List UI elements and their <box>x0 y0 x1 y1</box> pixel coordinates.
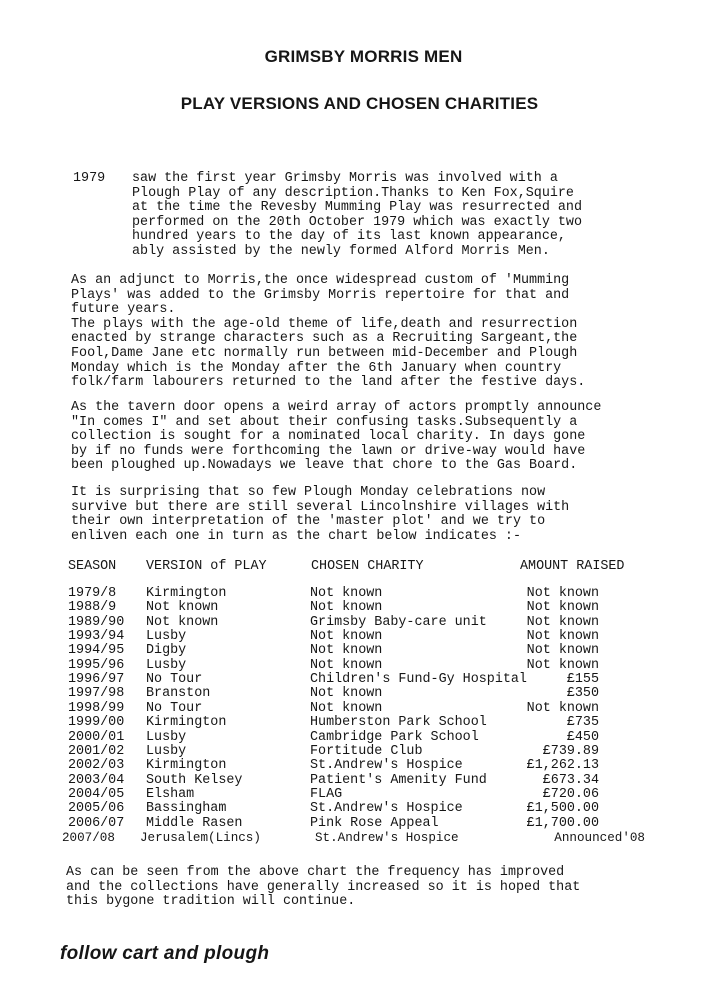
cell-charity: Grimsby Baby-care unit <box>310 614 487 630</box>
cell-amount: Not known <box>526 600 599 616</box>
cell-amount: £155 <box>566 672 599 688</box>
cell-charity: Not known <box>310 686 383 702</box>
text-line: ably assisted by the newly formed Alford Morris Men. <box>132 243 550 259</box>
cell-season: 1999/00 <box>68 715 125 731</box>
cell-season: 2005/06 <box>68 801 125 817</box>
cell-amount: £1,500.00 <box>526 801 599 817</box>
cell-version: Lusby <box>146 743 187 759</box>
cell-version: Bassingham <box>146 801 227 817</box>
cell-amount: Not known <box>526 629 599 645</box>
cell-version: Kirmington <box>146 586 227 601</box>
text-line: enliven each one in turn as the chart below indicates :- <box>71 528 521 544</box>
text-line: performed on the 20th October 1979 which was exactly two <box>132 214 582 230</box>
cell-version: Elsham <box>146 786 195 802</box>
table-row <box>0 759 707 773</box>
text-line: It is surprising that so few Plough Monday celebrations now <box>71 485 546 500</box>
table-row <box>0 731 707 745</box>
table-row <box>0 716 707 730</box>
cell-version: Not known <box>146 600 219 616</box>
mumming-plays-paragraph <box>71 274 585 391</box>
cell-season: 2004/05 <box>68 786 125 802</box>
cell-charity: Pink Rose Appeal <box>310 815 439 831</box>
text-line: The plays with the age-old theme of life,death and resurrection <box>71 316 578 332</box>
cell-season: 1994/95 <box>68 643 125 659</box>
cell-version: Middle Rasen <box>146 815 243 831</box>
cell-season: 1989/90 <box>68 614 125 630</box>
lincolnshire-paragraph <box>71 486 569 544</box>
cell-charity: Not known <box>310 657 383 673</box>
cell-charity: Not known <box>310 700 383 716</box>
text-line: Fool,Dame Jane etc normally run between mid-December and Plough <box>71 345 578 361</box>
table-row <box>0 802 707 816</box>
cell-amount: Not known <box>526 700 599 716</box>
cell-amount: £450 <box>566 729 599 745</box>
text-line: As can be seen from the above chart the frequency has improved <box>66 865 565 880</box>
text-line: Plays' was added to the Grimsby Morris repertoire for that and <box>71 287 570 303</box>
cell-amount: Announced'08 <box>554 830 645 845</box>
cell-version: Jerusalem(Lincs) <box>140 830 261 845</box>
cell-version: Lusby <box>146 657 187 673</box>
cell-version: No Tour <box>146 672 203 688</box>
text-line: and the collections have generally increased so it is hoped that <box>66 879 581 895</box>
table-row <box>0 630 707 644</box>
text-line: their own interpretation of the 'master plot' and we try to <box>71 514 546 530</box>
cell-amount: Not known <box>526 657 599 673</box>
table-row <box>0 616 707 630</box>
cell-amount: £673.34 <box>542 772 599 788</box>
table-row <box>0 659 707 673</box>
cell-season: 1988/9 <box>68 600 117 616</box>
header-season: SEASON <box>68 559 117 574</box>
text-line: been ploughed up.Nowadays we leave that chore to the Gas Board. <box>71 458 578 474</box>
text-line: future years. <box>71 302 176 318</box>
cell-version: South Kelsey <box>146 772 243 788</box>
cell-version: Lusby <box>146 629 187 645</box>
table-row <box>0 745 707 759</box>
cell-version: Branston <box>146 686 211 702</box>
cell-version: Kirmington <box>146 758 227 774</box>
cell-charity: Not known <box>310 643 383 659</box>
cell-version: Lusby <box>146 729 187 745</box>
cell-season: 2007/08 <box>62 830 115 845</box>
cell-version: Kirmington <box>146 715 227 731</box>
page-subtitle: PLAY VERSIONS AND CHOSEN CHARITIES <box>180 94 539 113</box>
cell-amount: Not known <box>526 586 599 601</box>
cell-charity: Not known <box>310 600 383 616</box>
header-amount: AMOUNT RAISED <box>520 559 625 574</box>
cell-charity: Fortitude Club <box>310 743 423 759</box>
text-line: enacted by strange characters such as a Recruiting Sargeant,the <box>71 331 578 347</box>
table-row <box>0 687 707 701</box>
text-line: at the time the Revesby Mumming Play was resurrected and <box>132 200 582 216</box>
cell-charity: Not known <box>310 629 383 645</box>
footer-slogan: follow cart and plough <box>60 943 270 964</box>
cell-season: 1993/94 <box>68 629 125 645</box>
cell-charity: Children's Fund-Gy Hospital <box>310 672 527 688</box>
cell-charity: Patient's Amenity Fund <box>310 772 487 788</box>
cell-season: 1995/96 <box>68 657 125 673</box>
cell-charity: Humberston Park School <box>310 715 487 731</box>
table-row <box>0 673 707 687</box>
cell-charity: Not known <box>310 586 383 601</box>
intro-year: 1979 <box>73 171 106 186</box>
closing-paragraph <box>66 866 580 910</box>
text-line: collection is sought for a nominated local charity. In days gone <box>71 429 586 445</box>
header-charity: CHOSEN CHARITY <box>311 559 424 574</box>
text-line: Monday which is the Monday after the 6th January when country <box>71 360 562 376</box>
cell-season: 1997/98 <box>68 686 125 702</box>
text-line: Plough Play of any description.Thanks to Ken Fox,Squire <box>132 185 574 201</box>
text-line: "In comes I" and set about their confusing tasks.Subsequently a <box>71 414 578 430</box>
cell-version: No Tour <box>146 700 203 716</box>
cell-amount: Not known <box>526 643 599 659</box>
table-row <box>0 702 707 716</box>
cell-season: 1979/8 <box>68 586 117 601</box>
tavern-paragraph <box>71 401 601 474</box>
cell-amount: Not known <box>526 614 599 630</box>
cell-season: 1998/99 <box>68 700 125 716</box>
cell-amount: £1,700.00 <box>526 815 599 831</box>
table-row <box>0 788 707 802</box>
cell-amount: £1,262.13 <box>526 758 599 774</box>
cell-season: 2002/03 <box>68 758 125 774</box>
cell-season: 1996/97 <box>68 672 125 688</box>
cell-version: Digby <box>146 643 187 659</box>
cell-amount: £720.06 <box>542 786 599 802</box>
table-row <box>0 774 707 788</box>
text-line: As an adjunct to Morris,the once widespread custom of 'Mumming <box>71 273 570 288</box>
text-line: survive but there are still several Lincolnshire villages with <box>71 499 570 515</box>
text-line: folk/farm labourers returned to the land after the festive days. <box>71 375 586 391</box>
table-row <box>0 831 707 845</box>
table-row <box>0 587 707 601</box>
text-line: by if no funds were forthcoming the lawn or drive-way would have <box>71 443 586 459</box>
text-line: saw the first year Grimsby Morris was involved with a <box>132 171 558 186</box>
table-row <box>0 644 707 658</box>
page-title: GRIMSBY MORRIS MEN <box>264 47 463 66</box>
cell-season: 2001/02 <box>68 743 125 759</box>
cell-amount: £739.89 <box>542 743 599 759</box>
header-version: VERSION of PLAY <box>146 559 267 574</box>
cell-season: 2003/04 <box>68 772 125 788</box>
cell-charity: St.Andrew's Hospice <box>310 801 463 817</box>
cell-amount: £735 <box>566 715 599 731</box>
cell-charity: Cambridge Park School <box>310 729 479 745</box>
text-line: As the tavern door opens a weird array of actors promptly announce <box>71 400 602 415</box>
cell-season: 2000/01 <box>68 729 125 745</box>
cell-season: 2006/07 <box>68 815 125 831</box>
text-line: hundred years to the day of its last known appearance, <box>132 229 566 245</box>
cell-charity: St.Andrew's Hospice <box>310 758 463 774</box>
table-row <box>0 817 707 831</box>
cell-version: Not known <box>146 614 219 630</box>
table-row <box>0 601 707 615</box>
text-line: this bygone tradition will continue. <box>66 894 356 910</box>
cell-amount: £350 <box>566 686 599 702</box>
cell-charity: St.Andrew's Hospice <box>315 830 459 845</box>
intro-paragraph <box>132 172 582 260</box>
cell-charity: FLAG <box>310 786 343 802</box>
